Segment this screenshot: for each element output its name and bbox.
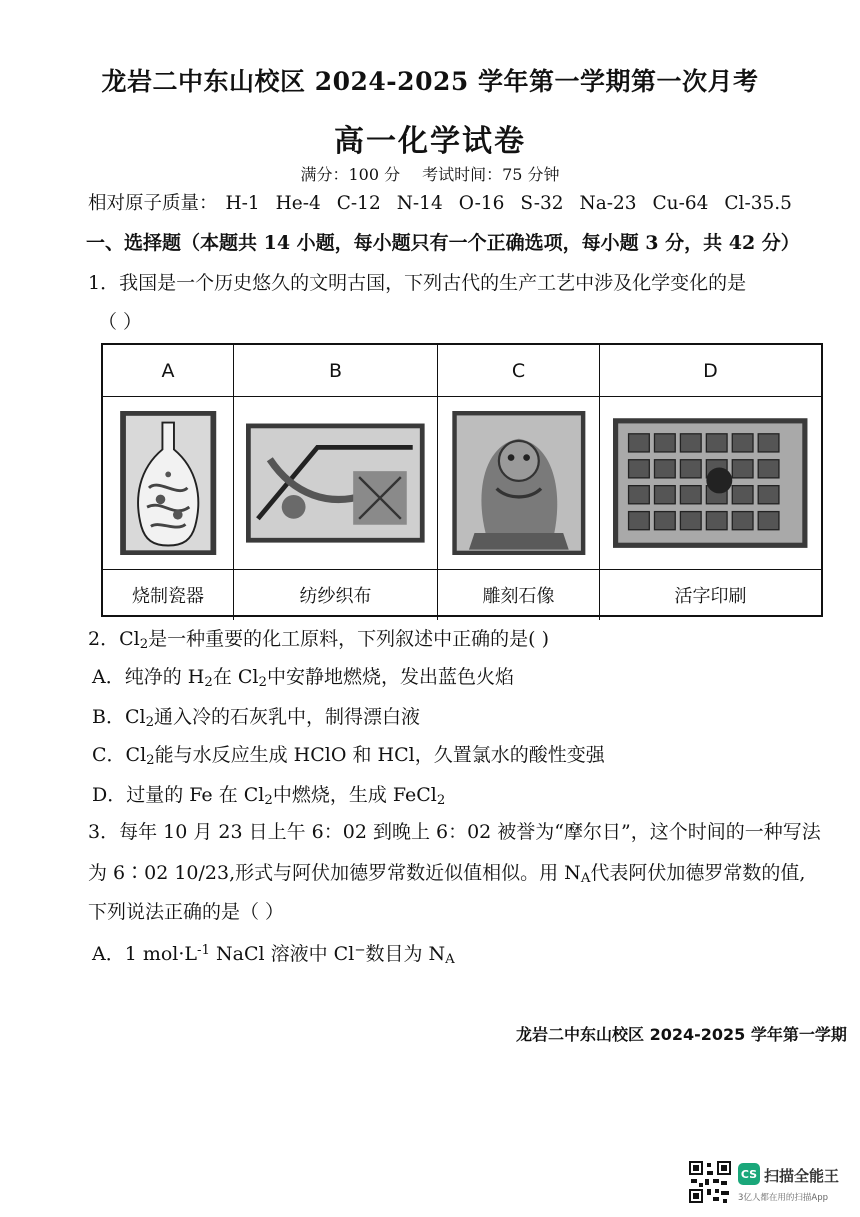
answer-blank: （ ） [98,311,143,333]
atomic-mass: H-1 [225,193,260,214]
image-cell [234,397,438,570]
column-header: B [234,345,438,397]
table-caption: 雕刻石像 [438,570,600,620]
scanner-slogan: 3亿人都在用的扫描App [738,1193,829,1203]
atomic-mass: Na-23 [579,193,637,214]
full-score: 满分：100 分 [300,165,401,184]
scanner-app-name: 扫描全能王 [764,1167,840,1185]
question-1-stem: 1．我国是一个历史悠久的文明古国，下列古代的生产工艺中涉及化学变化的是 [88,272,747,294]
qr-code-icon [689,1161,731,1203]
atomic-mass: S-32 [520,193,564,214]
exam-time: 考试时间：75 分钟 [422,165,560,184]
column-header: C [438,345,600,397]
question-3-stem-line: 3．每年 10 月 23 日上午 6：02 到晚上 6：02 被誉为“摩尔日”，这个时间的一种写法 [88,821,821,843]
atomic-mass: C-12 [336,193,381,214]
image-cell [103,397,234,570]
porcelain-vase-image [111,411,225,555]
image-cell [438,397,600,570]
exam-header: 龙岩二中东山校区 2024-2025 学年第一学期第一次月考 [101,67,759,96]
question-1-table [101,343,823,617]
question-3-stem-line: 为 6∶02 10/23,形式与阿伏加德罗常数近似值相似。用 $N_A$代表阿伏加德罗常数的值, [88,862,806,886]
page-footer: 龙岩二中东山校区 2024-2025 学年第一学期 [516,1025,847,1044]
atomic-mass: O-16 [458,193,505,214]
column-header: D [600,345,821,397]
atomic-mass-label: 相对原子质量： [88,193,218,214]
table-caption: 活字印刷 [674,585,747,607]
option-a: A．纯净的 $H_2$在 $Cl_2$中安静地燃烧，发出蓝色火焰 [92,666,514,690]
section-title: 一、选择题（本题共 14 小题，每小题只有一个正确选项，每小题 3 分，共 42 分） [86,232,800,254]
table-caption: 烧制瓷器 [103,570,234,620]
score-time-line [0,162,860,185]
camscanner-logo: CS [738,1163,760,1185]
option-d: D．过量的 Fe 在 $Cl_2$中燃烧，生成 FeCl$_2$ [92,784,446,808]
table-caption: 纺纱织布 [234,570,438,620]
image-cell [600,397,821,570]
movable-type-image [613,411,807,555]
paper-title: 高一化学试卷 [334,124,526,159]
atomic-mass: He-4 [275,193,321,214]
weaving-loom-image [246,411,425,555]
question-3-stem-line: 下列说法正确的是（ ） [88,901,285,923]
atomic-mass: Cl-35.5 [724,193,792,214]
stone-statue-image [448,411,590,555]
column-header: A [103,345,234,397]
atomic-mass: Cu-64 [652,193,709,214]
option-c: C．$Cl_2$能与水反应生成 HClO 和 HCl，久置氯水的酸性变强 [92,744,605,768]
option-b: B．$Cl_2$通入冷的石灰乳中，制得漂白液 [92,706,421,730]
question-2-stem: 2．$Cl_2$是一种重要的化工原料，下列叙述中正确的是( ) [88,628,550,652]
option-a: A．1 $mol\cdot L^{-1}$ NaCl 溶液中 Cl−数目为 $N_A$ [92,943,455,967]
atomic-mass-line [88,189,792,215]
atomic-mass: N-14 [396,193,443,214]
